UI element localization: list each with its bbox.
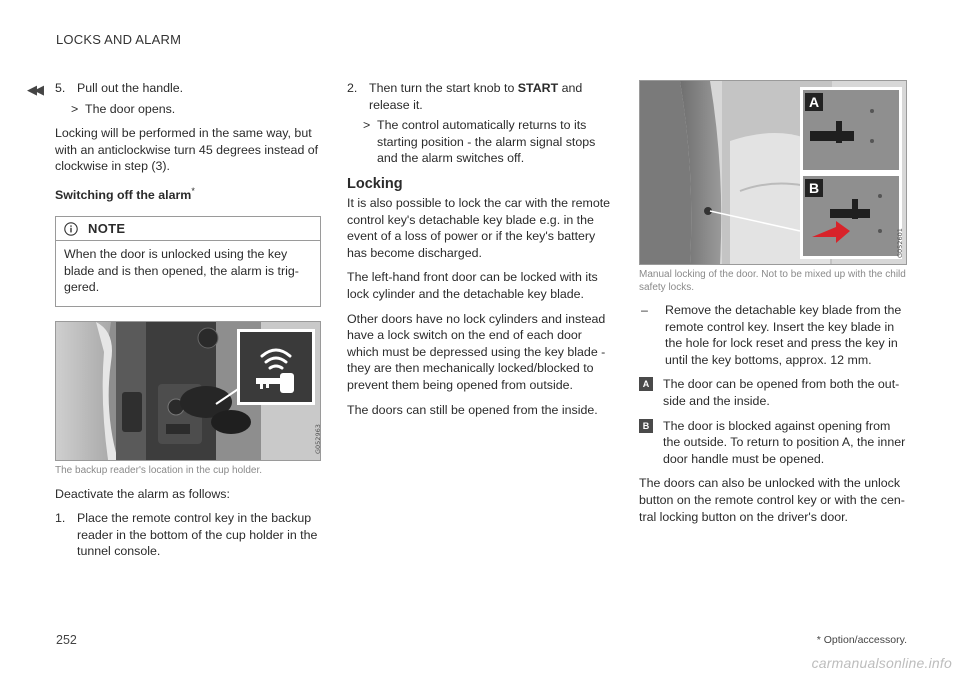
step-number: 5. xyxy=(55,81,66,95)
step-number: 1. xyxy=(55,511,66,526)
paragraph: Other doors have no lock cylinders and instead have a lock switch on the end of each door which must be depressed using the key blade - they are then mechanically locked/blocked to prevent them being opened from outside. xyxy=(347,311,606,392)
paragraph: The doors can also be unlocked with the unlock button on the remote control key or with the cen-tral locking button on the driver's door. xyxy=(639,476,905,524)
footnote: * Option/accessory. xyxy=(816,634,907,646)
info-icon xyxy=(64,222,78,236)
step-5 xyxy=(55,80,321,97)
position-b-label: B xyxy=(808,180,820,196)
position-b-text: The door is blocked against opening from the outside. To return to position A, the inner door handle must be opened. xyxy=(663,418,906,466)
locking-heading: Locking xyxy=(347,175,403,192)
position-a-badge: A xyxy=(639,377,653,391)
step-text-part: Then turn the start knob to xyxy=(369,81,518,95)
subheading-text: Switching off the alarm xyxy=(55,188,192,203)
instruction-text: Remove the detachable key blade from the remote control key. Insert the key blade in the hole for lock reset and press the key in until the key bottoms, approx. 12 mm. xyxy=(665,303,902,367)
result-text: The door opens. xyxy=(85,101,176,116)
result-text: The control automatically returns to its starting position - the alarm signal stops and the alarm switches off. xyxy=(377,118,596,166)
column-3 xyxy=(639,80,907,533)
note-title: NOTE xyxy=(88,220,126,236)
result-marker: > xyxy=(363,118,371,133)
step-2-result xyxy=(347,117,613,167)
step-1 xyxy=(55,510,321,560)
section-title: LOCKS AND ALARM xyxy=(56,32,182,47)
back-arrow-icon[interactable]: ◀◀ xyxy=(27,82,41,97)
watermark: carmanualsonline.info xyxy=(811,655,952,671)
position-b-item xyxy=(639,418,907,468)
subheading-switching-off-alarm xyxy=(55,183,321,204)
figure-caption: Manual locking of the door. Not to be mixed up with the child safety locks. xyxy=(639,269,906,293)
paragraph: Locking will be performed in the same way, but with an anticlockwise turn 45 degrees instead of clockwise in step (3). xyxy=(55,126,319,174)
step-number: 2. xyxy=(347,81,358,95)
column-1 xyxy=(55,80,321,564)
note-header xyxy=(56,217,320,242)
cup-holder-photo xyxy=(56,322,320,460)
step-text xyxy=(369,80,613,113)
dash-marker: – xyxy=(641,303,648,317)
step-text: Place the remote control key in the backup reader in the bottom of the cup holder in the tunnel console. xyxy=(77,511,318,559)
step-text: Pull out the handle. xyxy=(77,81,184,95)
paragraph: The left-hand front door can be locked with its lock cylinder and the detachable key blade. xyxy=(347,270,598,301)
paragraph: Deactivate the alarm as follows: xyxy=(55,486,230,501)
page-number: 252 xyxy=(56,633,77,647)
position-a-label: A xyxy=(808,94,820,110)
paragraph: It is also possible to lock the car with the remote control key's detachable key blade e.g. in the event of a loss of power or if the key's battery has become discharged. xyxy=(347,195,611,260)
step-text-part: and release it. xyxy=(369,81,583,112)
figure-caption: The backup reader's location in the cup holder. xyxy=(55,465,263,477)
figure-code: G052963 xyxy=(314,424,322,455)
figure-code: G052601 xyxy=(896,228,904,258)
position-a-text: The door can be opened from both the out-side and the inside. xyxy=(663,377,900,408)
backup-reader-figure xyxy=(55,321,321,461)
instruction-item xyxy=(639,302,907,368)
start-keyword: START xyxy=(517,81,559,95)
door-lock-figure xyxy=(639,80,907,265)
note-box xyxy=(55,216,321,307)
note-body: When the door is unlocked using the key blade and is then opened, the alarm is trig-gered. xyxy=(64,247,299,295)
door-lock-photo xyxy=(640,81,906,264)
result-marker: > xyxy=(71,101,79,116)
step-2 xyxy=(347,80,613,113)
paragraph: The doors can still be opened from the inside. xyxy=(347,402,598,417)
position-a-item xyxy=(639,376,907,409)
position-b-badge: B xyxy=(639,419,653,433)
step-5-result xyxy=(55,101,321,118)
column-2 xyxy=(347,80,613,426)
footnote-marker: * xyxy=(191,185,195,196)
